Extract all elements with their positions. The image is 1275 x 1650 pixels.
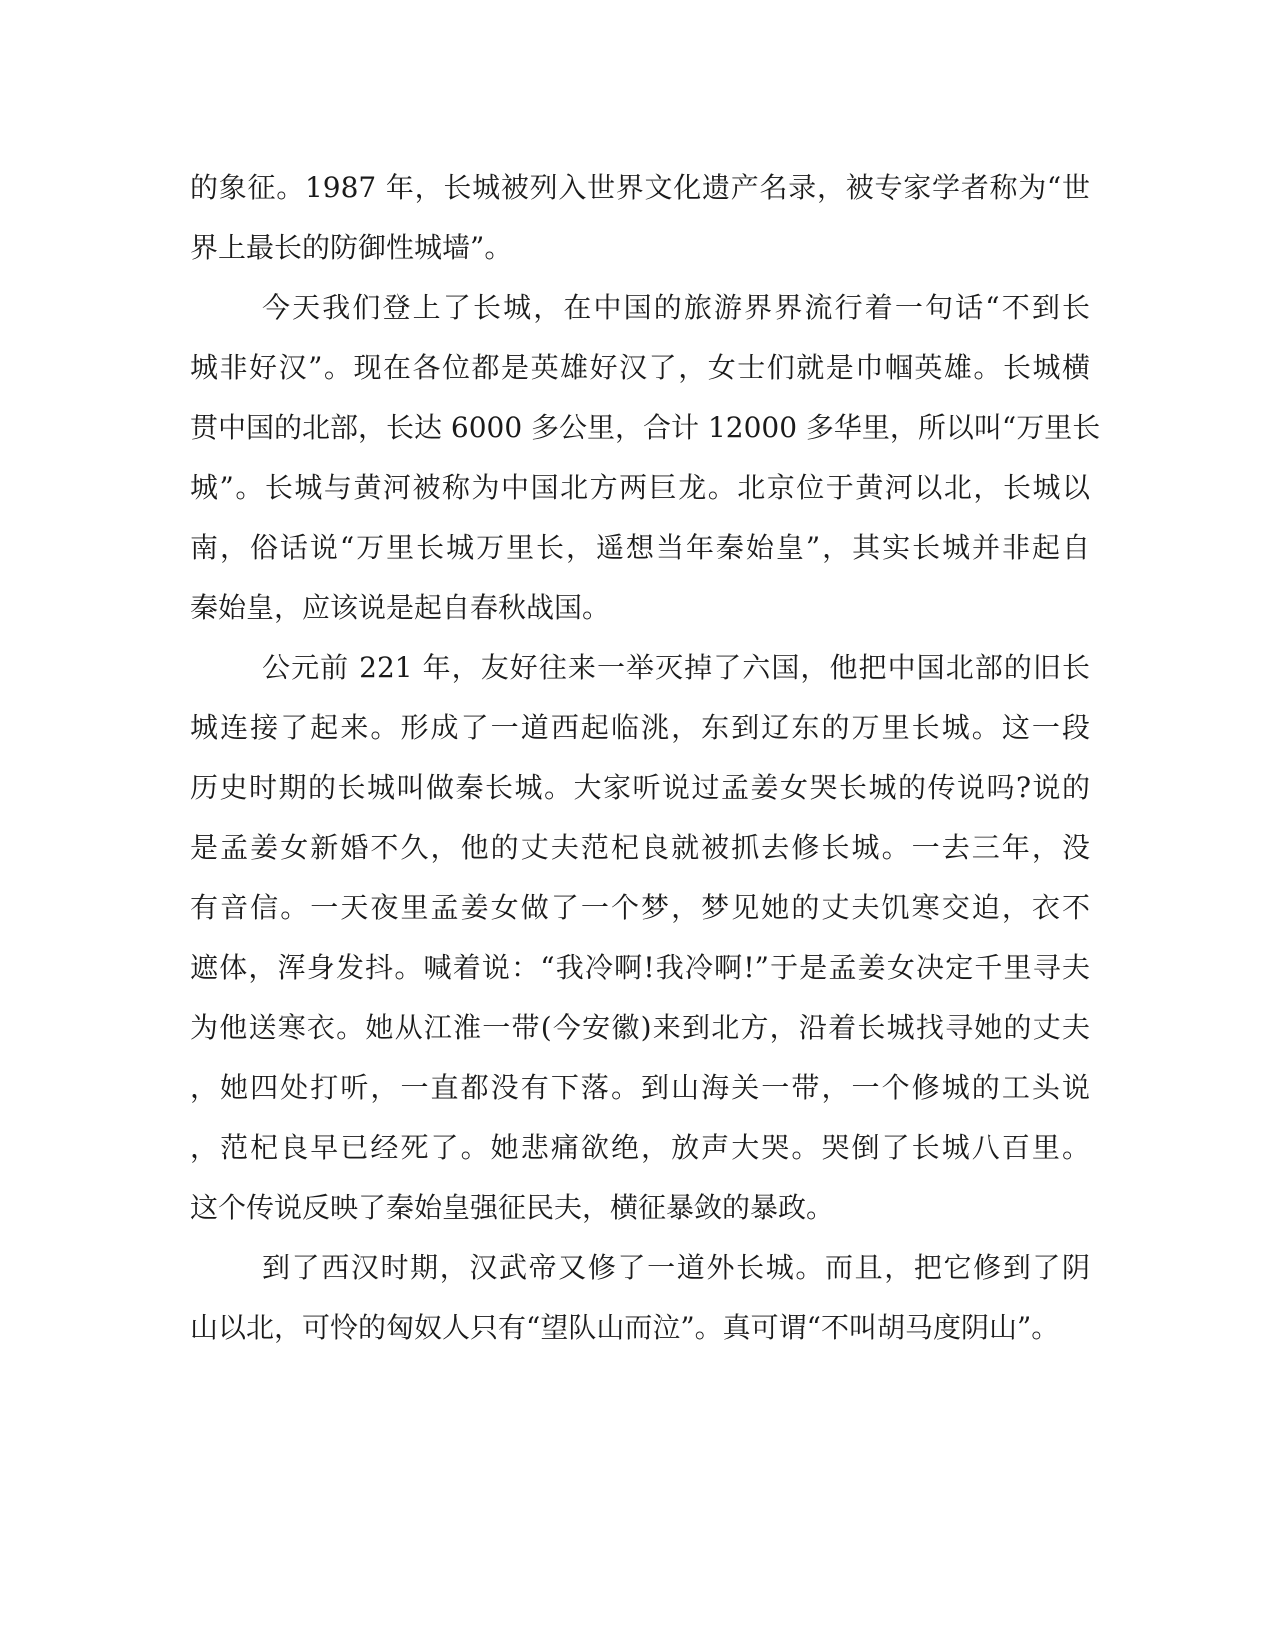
document-body (190, 158, 1101, 1358)
paragraph-4 (190, 1238, 1090, 1358)
paragraph-1 (190, 158, 1090, 278)
text-line: ，范杞良早已经死了。她悲痛欲绝，放声大哭。哭倒了长城八百里。 (190, 1131, 1090, 1164)
text-line: 遮体，浑身发抖。喊着说：“我冷啊!我冷啊!”于是孟姜女决定千里寻夫 (190, 951, 1090, 984)
text-line: 城连接了起来。形成了一道西起临洮，东到辽东的万里长城。这一段 (190, 711, 1090, 744)
text-line: 山以北，可怜的匈奴人只有“望队山而泣”。真可谓“不叫胡马度阴山”。 (190, 1311, 1060, 1344)
text-line: 的象征。1987 年，长城被列入世界文化遗产名录，被专家学者称为“世 (190, 171, 1090, 204)
text-line: 公元前 221 年，友好往来一举灭掉了六国，他把中国北部的旧长 (262, 651, 1090, 684)
paragraph-2 (190, 278, 1101, 638)
text-line: 是孟姜女新婚不久，他的丈夫范杞良就被抓去修长城。一去三年，没 (190, 831, 1090, 864)
text-line: ，她四处打听，一直都没有下落。到山海关一带，一个修城的工头说 (190, 1071, 1090, 1104)
text-line: 南，俗话说“万里长城万里长，遥想当年秦始皇”，其实长城并非起自 (190, 531, 1090, 564)
text-line: 贯中国的北部，长达 6000 多公里，合计 12000 多华里，所以叫“万里长 (190, 411, 1101, 444)
text-line: 界上最长的防御性城墙”。 (190, 231, 513, 264)
text-line: 城非好汉”。现在各位都是英雄好汉了，女士们就是巾帼英雄。长城横 (190, 351, 1090, 384)
text-line: 历史时期的长城叫做秦长城。大家听说过孟姜女哭长城的传说吗?说的 (190, 771, 1090, 804)
text-line: 为他送寒衣。她从江淮一带(今安徽)来到北方，沿着长城找寻她的丈夫 (190, 1011, 1090, 1044)
text-line: 有音信。一天夜里孟姜女做了一个梦，梦见她的丈夫饥寒交迫，衣不 (190, 891, 1090, 924)
text-line: 城”。长城与黄河被称为中国北方两巨龙。北京位于黄河以北，长城以 (190, 471, 1090, 504)
text-line: 到了西汉时期，汉武帝又修了一道外长城。而且，把它修到了阴 (262, 1251, 1090, 1284)
text-line: 这个传说反映了秦始皇强征民夫，横征暴敛的暴政。 (190, 1191, 835, 1224)
paragraph-3 (190, 638, 1090, 1238)
text-line: 今天我们登上了长城，在中国的旅游界界流行着一句话“不到长 (262, 291, 1090, 324)
text-line: 秦始皇，应该说是起自春秋战国。 (190, 591, 611, 624)
